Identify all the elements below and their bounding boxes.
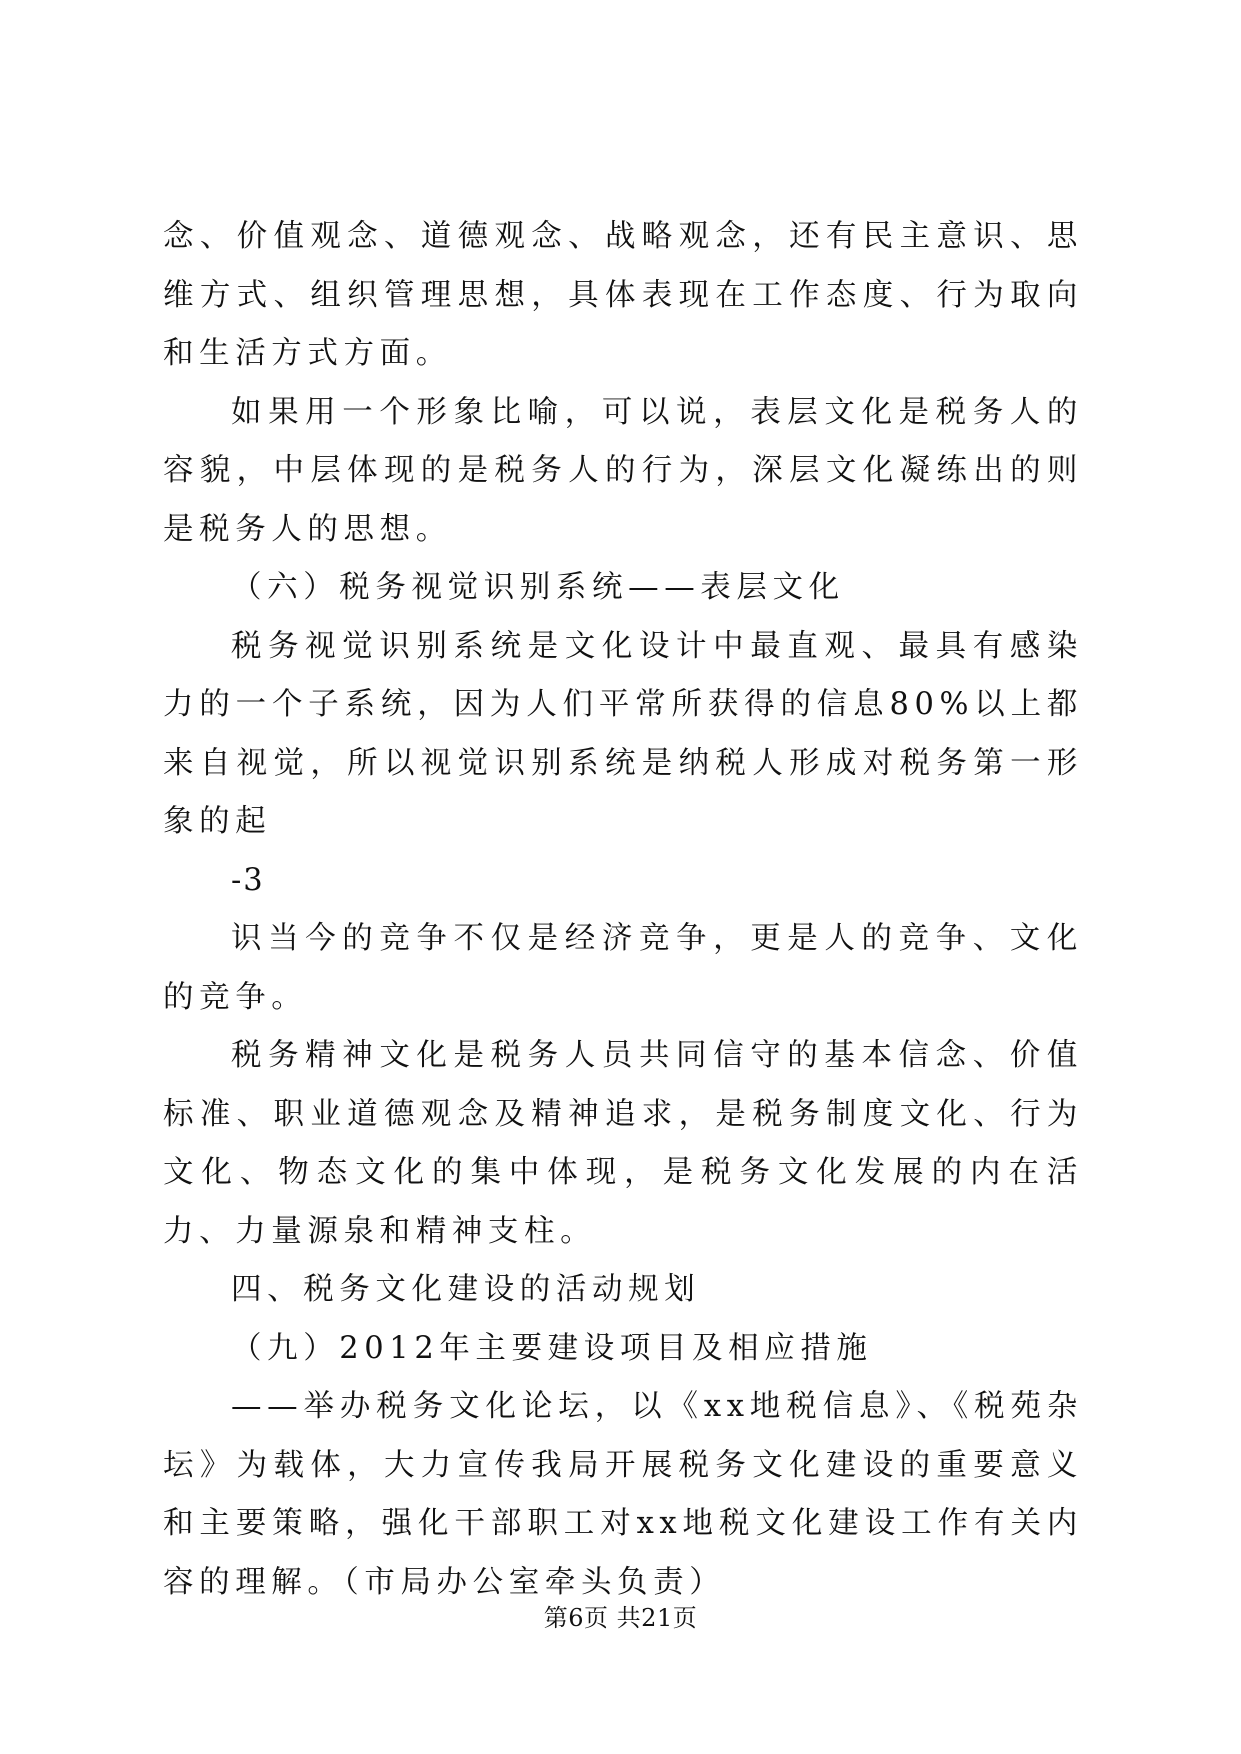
paragraph-visual-system: 税务视觉识别系统是文化设计中最直观、最具有感染力的一个子系统，因为人们平常所获得的信息80%以上都来自视觉，所以视觉识别系统是纳税人形成对税务第一形象的起 bbox=[163, 628, 1083, 839]
paragraph-competition: 识当今的竞争不仅是经济竞争，更是人的竞争、文化的竞争。 bbox=[163, 921, 1083, 1015]
paragraph-metaphor: 如果用一个形象比喻，可以说，表层文化是税务人的容貌，中层体现的是税务人的行为，深层文化凝练出的则是税务人的思想。 bbox=[163, 394, 1083, 547]
page-marker: -3 bbox=[231, 862, 265, 898]
section-heading-9: （九）2012年主要建设项目及相应措施 bbox=[231, 1330, 873, 1366]
paragraph-spirit-culture: 税务精神文化是税务人员共同信守的基本信念、价值标准、职业道德观念及精神追求，是税务制度文化、行为文化、物态文化的集中体现，是税务文化发展的内在活力、力量源泉和精神支柱。 bbox=[163, 1038, 1083, 1249]
document-body bbox=[163, 208, 1083, 1612]
section-heading-four: 四、税务文化建设的活动规划 bbox=[231, 1272, 701, 1307]
paragraph-forum: ——举办税务文化论坛，以《xx地税信息》、《税苑杂坛》为载体，大力宣传我局开展税务文化建设的重要意义和主要策略，强化干部职工对xx地税文化建设工作有关内容的理解。（市局办公室牵头负责） bbox=[163, 1389, 1083, 1600]
section-heading-6: （六）税务视觉识别系统——表层文化 bbox=[231, 570, 845, 605]
paragraph-continuation: 念、价值观念、道德观念、战略观念，还有民主意识、思维方式、组织管理思想，具体表现在工作态度、行为取向和生活方式方面。 bbox=[163, 219, 1083, 371]
page-number-footer: 第6页 共21页 bbox=[543, 1604, 698, 1632]
